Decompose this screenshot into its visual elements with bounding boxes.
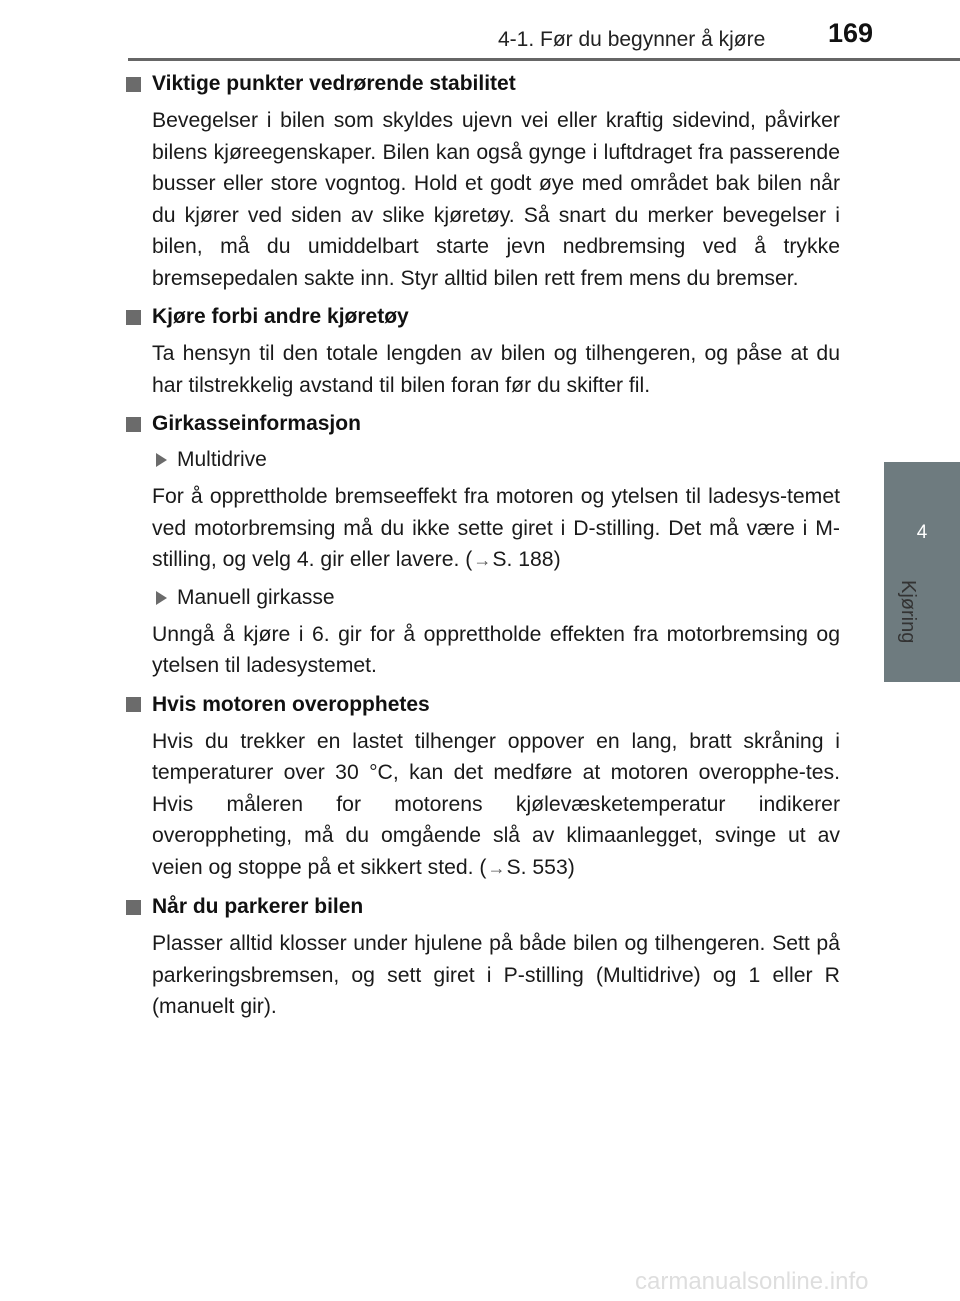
section-heading xyxy=(126,690,840,720)
square-bullet-icon xyxy=(126,417,141,432)
chapter-number: 4 xyxy=(916,522,928,543)
square-bullet-icon xyxy=(126,77,141,92)
section-overheating xyxy=(126,690,840,885)
chapter-tab xyxy=(884,462,960,682)
sub-item-label: Manuell girkasse xyxy=(177,585,335,609)
section-heading xyxy=(126,409,840,439)
section-heading-text: Hvis motoren overopphetes xyxy=(152,692,430,716)
paragraph: Plasser alltid klosser under hjulene på både bilen og tilhengeren. Sett på parkeringsbremsen, og sett giret i P-stilling (Multidrive) og 1 eller R (manuelt gir). xyxy=(152,932,840,1018)
paragraph-text: For å opprettholde bremseeffekt fra motoren og ytelsen til ladesys-temet ved motorbremsing må du ikke sette giret i D-stilling. Det må være i M-stilling, og velg 4. gir eller lavere. ( xyxy=(152,485,840,571)
triangle-bullet-icon xyxy=(156,453,167,467)
sub-item-manual xyxy=(156,583,840,613)
section-transmission xyxy=(126,409,840,682)
paragraph xyxy=(152,726,840,885)
arrow-right-icon: → xyxy=(473,550,492,570)
section-overtaking xyxy=(126,302,840,401)
paragraph-text: Hvis du trekker en lastet tilhenger oppover en lang, bratt skråning i temperaturer over 30 °C, kan det medføre at motoren overopphe-tes. Hvis måleren for motorens kjølevæsketemperatur indikerer overoppheting, må du omgående slå av klimaanlegget, svinge ut av veien og stoppe på et sikkert sted. ( xyxy=(152,729,840,879)
header-section-title: 4-1. Før du begynner å kjøre xyxy=(498,28,766,51)
page-reference-link[interactable]: S. 553 xyxy=(506,855,568,879)
page-content xyxy=(126,68,840,1031)
header-divider xyxy=(128,58,960,61)
section-heading-text: Viktige punkter vedrørende stabilitet xyxy=(152,72,516,95)
square-bullet-icon xyxy=(126,900,141,915)
section-stability xyxy=(126,69,840,294)
section-heading-text: Når du parkerer bilen xyxy=(152,895,364,918)
chapter-label: Kjøring xyxy=(897,580,919,644)
paragraph: Bevegelser i bilen som skyldes ujevn vei eller kraftig sidevind, påvirker bilens kjøreegenskaper. Bilen kan også gynge i luftdraget fra passerende busser eller store vogntog. Hold et godt øye med området bak bilen når du kjører ved siden av slike kjøretøy. Så snart du merker bevegelser i bilen, må du umiddelbart starte jevn nedbremsing ved å trykke bremsepedalen sakte inn. Styr alltid bilen rett frem mens du bremser. xyxy=(152,109,840,290)
section-heading-text: Girkasseinformasjon xyxy=(152,412,361,435)
paragraph-text-end: ) xyxy=(553,548,561,571)
triangle-bullet-icon xyxy=(156,591,167,605)
section-heading xyxy=(126,892,840,922)
square-bullet-icon xyxy=(126,310,141,325)
page-reference-link[interactable]: S. 188 xyxy=(492,548,554,571)
section-parking xyxy=(126,892,840,1023)
sub-item-label: Multidrive xyxy=(177,448,267,471)
paragraph xyxy=(152,481,840,577)
page-header xyxy=(0,0,960,62)
watermark: carmanualsonline.info xyxy=(635,1268,869,1295)
paragraph: Ta hensyn til den totale lengden av bilen og tilhengeren, og påse at du har tilstrekkelig avstand til bilen foran før du skifter fil. xyxy=(152,342,840,397)
square-bullet-icon xyxy=(126,697,141,712)
section-heading xyxy=(126,69,840,99)
sub-item-multidrive xyxy=(156,445,840,475)
arrow-right-icon: → xyxy=(487,857,506,878)
page-number: 169 xyxy=(828,18,874,48)
paragraph-text-end: ) xyxy=(567,855,575,879)
section-heading-text: Kjøre forbi andre kjøretøy xyxy=(152,305,409,328)
section-heading xyxy=(126,302,840,332)
paragraph: Unngå å kjøre i 6. gir for å opprettholde effekten fra motorbremsing og ytelsen til ladesystemet. xyxy=(152,622,840,677)
